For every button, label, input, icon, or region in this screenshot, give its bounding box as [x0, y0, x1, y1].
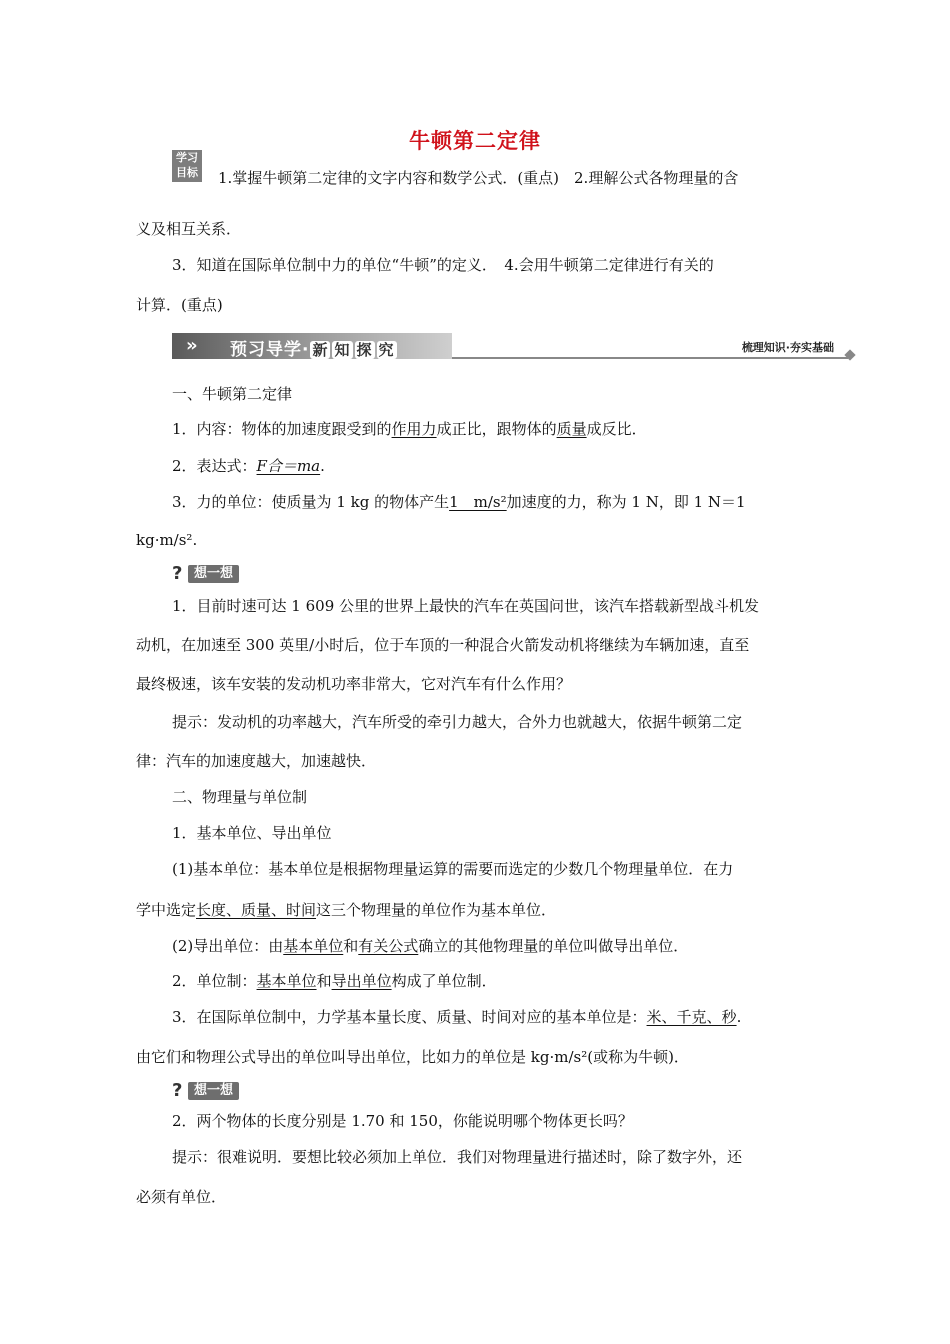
q2-line: 2．两个物体的长度分别是 1.70 和 150，你能说明哪个物体更长吗？: [172, 1112, 633, 1130]
q1-line-2: 动机，在加速至 300 英里/小时后，位于车顶的一种混合火箭发动机将继续为车辆加速，直至: [136, 636, 750, 654]
think-tag-1: ? 想一想: [172, 564, 244, 584]
chevron-right-icon: »: [186, 335, 198, 356]
a2-line-1: 提示：很难说明．要想比较必须加上单位．我们对物理量进行描述时，除了数字外，还: [172, 1148, 743, 1166]
section1-heading: 一、牛顿第二定律: [172, 385, 293, 403]
question-icon: ?: [172, 1080, 183, 1101]
s1-item-2: 2．表达式：F合＝ma.: [172, 457, 325, 475]
s2-item-2: 2．单位制：基本单位和导出单位构成了单位制．: [172, 972, 497, 990]
s2-item-3-cont: 由它们和物理公式导出的单位叫导出单位，比如力的单位是 kg·m/s²(或称为牛顿)．: [136, 1048, 689, 1066]
s1-item-1: 1．内容：物体的加速度跟受到的作用力成正比，跟物体的质量成反比．: [172, 420, 647, 438]
s1-item-3-cont: kg·m/s².: [136, 531, 198, 549]
goals-line-4: 计算．(重点): [136, 296, 223, 314]
s2-p1-line-1: (1)基本单位：基本单位是根据物理量运算的需要而选定的少数几个物理量单位．在力: [172, 860, 734, 878]
goals-line-1: 1.掌握牛顿第二定律的文字内容和数学公式．(重点) 2.理解公式各物理量的含: [218, 169, 739, 187]
q1-line-3: 最终极速，该车安装的发动机功率非常大，它对汽车有什么作用？: [136, 675, 572, 693]
a2-line-2: 必须有单位．: [136, 1188, 227, 1206]
goals-line-2: 义及相互关系．: [136, 220, 242, 238]
a1-line-2: 律：汽车的加速度越大，加速越快．: [136, 752, 377, 770]
section2-heading: 二、物理量与单位制: [172, 788, 308, 806]
banner-rule: [452, 357, 848, 359]
section-banner: [172, 333, 858, 361]
page-title: 牛顿第二定律: [409, 129, 541, 153]
banner-subtitle: 梳理知识·夯实基础: [741, 341, 834, 354]
s1-item-3: 3．力的单位：使质量为 1 kg 的物体产生1 m/s²加速度的力，称为 1 N，即 1 N＝1: [172, 493, 746, 511]
question-icon: ?: [172, 563, 183, 584]
a1-line-1: 提示：发动机的功率越大，汽车所受的牵引力越大，合外力也就越大，依据牛顿第二定: [172, 713, 743, 731]
think-tag-2: ? 想一想: [172, 1081, 244, 1101]
q1-line-1: 1．目前时速可达 1 609 公里的世界上最快的汽车在英国问世，该汽车搭载新型战斗机发: [172, 597, 760, 615]
s2-p1-line-2: 学中选定长度、质量、时间这三个物理量的单位作为基本单位．: [136, 901, 557, 919]
s2-item-3: 3．在国际单位制中，力学基本量长度、质量、时间对应的基本单位是：米、千克、秒.: [172, 1008, 742, 1026]
s2-p2: (2)导出单位：由基本单位和有关公式确立的其他物理量的单位叫做导出单位．: [172, 937, 689, 955]
banner-title: 预习导学· 新 知 探 究: [230, 340, 395, 360]
s2-item-1: 1．基本单位、导出单位: [172, 824, 332, 842]
goals-line-3: 3．知道在国际单位制中力的单位“牛顿”的定义． 4.会用牛顿第二定律进行有关的: [172, 256, 714, 274]
learning-goals-badge: 学习目标: [172, 150, 202, 182]
